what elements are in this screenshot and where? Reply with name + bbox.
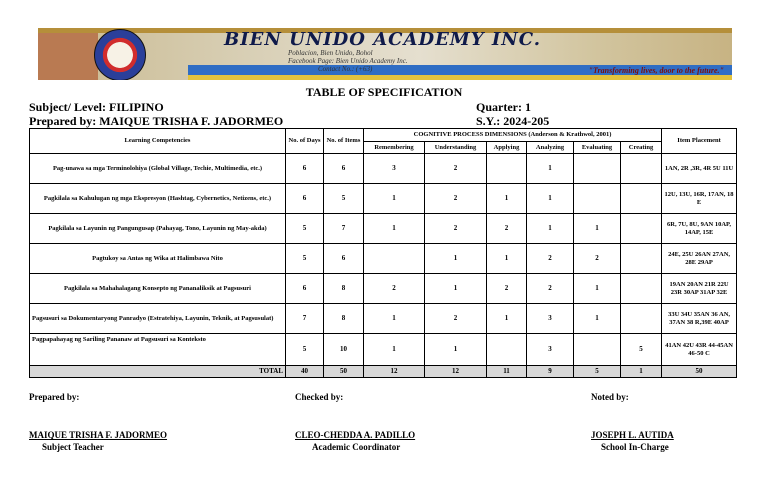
creating-cell [621,274,662,304]
items-cell: 7 [324,214,364,244]
total-placement: 50 [662,366,737,378]
days-cell: 6 [286,274,324,304]
banner-address-line2: Facebook Page: Bien Unido Academy Inc. [288,57,408,65]
applying-cell: 1 [487,304,527,334]
applying-cell: 1 [487,184,527,214]
header-items: No. of Items [324,129,364,154]
creating-cell [621,184,662,214]
prepared-by-label: Prepared by: [29,392,80,402]
header-understanding: Understanding [425,142,487,154]
days-cell: 5 [286,214,324,244]
days-cell: 5 [286,334,324,366]
total-applying: 11 [487,366,527,378]
competency-cell: Pagtukoy sa Antas ng Wika at Halimbawa Nito [30,244,286,274]
total-understanding: 12 [425,366,487,378]
noted-by-role: School In-Charge [601,442,669,452]
header-applying: Applying [487,142,527,154]
competency-cell: Pagkilala sa Mahahalagang Konsepto ng Pananaliksik at Pagsusuri [30,274,286,304]
noted-by-label: Noted by: [591,392,629,402]
evaluating-cell: 2 [574,244,621,274]
creating-cell [621,214,662,244]
applying-cell: 2 [487,214,527,244]
banner-slogan: "Transforming lives, door to the future." [588,66,724,75]
evaluating-cell: 1 [574,304,621,334]
checked-by-name: CLEO-CHEDDA A. PADILLO [295,430,416,440]
school-seal-logo [94,29,146,80]
understanding-cell: 1 [425,274,487,304]
understanding-cell: 2 [425,214,487,244]
header-days: No. of Days [286,129,324,154]
items-cell: 10 [324,334,364,366]
creating-cell [621,304,662,334]
header-creating: Creating [621,142,662,154]
checked-by-role: Academic Coordinator [312,442,401,452]
table-row [30,274,737,304]
quarter: Quarter: 1 [476,100,531,114]
placement-cell: 19AN 20AN 21R 22U 23R 30AP 31AP 32E [662,274,737,304]
header-evaluating: Evaluating [574,142,621,154]
total-analyzing: 9 [527,366,574,378]
prepared-by-role: Subject Teacher [42,442,104,452]
table-of-specification [29,128,737,378]
header-analyzing: Analyzing [527,142,574,154]
days-cell: 5 [286,244,324,274]
school-year: S.Y.: 2024-205 [476,114,550,128]
items-cell: 8 [324,304,364,334]
total-label: TOTAL [30,366,286,378]
table-row [30,304,737,334]
analyzing-cell: 1 [527,214,574,244]
applying-cell: 2 [487,274,527,304]
banner-gold-band [188,75,732,80]
total-evaluating: 5 [574,366,621,378]
header-cognitive: COGNITIVE PROCESS DIMENSIONS (Anderson & Krathwol, 2001) [364,129,662,142]
total-creating: 1 [621,366,662,378]
subject-level: Subject/ Level: FILIPINO [29,100,164,114]
items-cell: 8 [324,274,364,304]
evaluating-cell [574,334,621,366]
header-placement: Item Placement [662,129,737,154]
understanding-cell: 2 [425,184,487,214]
remembering-cell [364,244,425,274]
remembering-cell: 1 [364,214,425,244]
understanding-cell: 1 [425,244,487,274]
table-row [30,214,737,244]
days-cell: 6 [286,184,324,214]
understanding-cell: 2 [425,154,487,184]
banner-school-name: BIEN UNIDO ACADEMY INC. [224,29,541,50]
analyzing-cell: 2 [527,244,574,274]
remembering-cell: 2 [364,274,425,304]
remembering-cell: 1 [364,334,425,366]
banner-address-line3: Contact No.: (+63) [318,65,373,73]
table-row [30,244,737,274]
prepared-by-header: Prepared by: MAIQUE TRISHA F. JADORMEO [29,114,284,128]
creating-cell: 5 [621,334,662,366]
analyzing-cell: 1 [527,184,574,214]
table-row [30,154,737,184]
table-row [30,334,737,366]
remembering-cell: 1 [364,304,425,334]
analyzing-cell: 1 [527,154,574,184]
evaluating-cell: 1 [574,214,621,244]
understanding-cell: 1 [425,334,487,366]
competency-cell: Pag-unawa sa mga Terminolohiya (Global Village, Techie, Multimedia, etc.) [30,154,286,184]
header-remembering: Remembering [364,142,425,154]
placement-cell: 1AN, 2R ,3R, 4R 5U 11U [662,154,737,184]
noted-by-name: JOSEPH L. AUTIDA [591,430,674,440]
days-cell: 6 [286,154,324,184]
items-cell: 6 [324,244,364,274]
creating-cell [621,244,662,274]
table-row [30,184,737,214]
placement-cell: 12U, 13U, 16R, 17AN, 18 E [662,184,737,214]
banner-address-line1: Poblacion, Bien Unido, Bohol [288,49,373,57]
evaluating-cell [574,154,621,184]
creating-cell [621,154,662,184]
total-days: 40 [286,366,324,378]
analyzing-cell: 3 [527,334,574,366]
applying-cell [487,334,527,366]
evaluating-cell: 1 [574,274,621,304]
header-competencies: Learning Competencies [30,129,286,154]
analyzing-cell: 3 [527,304,574,334]
document-title: TABLE OF SPECIFICATION [305,85,463,99]
school-banner [38,28,732,80]
evaluating-cell [574,184,621,214]
placement-cell: 6R, 7U, 8U, 9AN 10AP, 14AP, 15E [662,214,737,244]
remembering-cell: 1 [364,184,425,214]
competency-cell: Pagkilala sa Layunin ng Pangungusap (Pahayag, Tono, Layunin ng May-akda) [30,214,286,244]
analyzing-cell: 2 [527,274,574,304]
total-row [30,366,737,378]
competency-cell: Pagpapahayag ng Sariling Pananaw at Pagsusuri sa Konteksto [30,334,286,366]
placement-cell: 24E, 25U 26AN 27AN, 28E 29AP [662,244,737,274]
placement-cell: 33U 34U 35AN 36 AN, 37AN 38 R,39E 40AP [662,304,737,334]
checked-by-label: Checked by: [295,392,344,402]
remembering-cell: 3 [364,154,425,184]
days-cell: 7 [286,304,324,334]
applying-cell [487,154,527,184]
items-cell: 5 [324,184,364,214]
prepared-by-name: MAIQUE TRISHA F. JADORMEO [29,430,168,440]
competency-cell: Pagkilala sa Kahulugan ng mga Ekspresyon (Hashtag, Cybernetics, Netizens, etc.) [30,184,286,214]
total-items: 50 [324,366,364,378]
understanding-cell: 2 [425,304,487,334]
banner-left-panel [38,33,98,80]
placement-cell: 41AN 42U 43R 44-45AN 46-50 C [662,334,737,366]
total-remembering: 12 [364,366,425,378]
items-cell: 6 [324,154,364,184]
competency-cell: Pagsusuri sa Dokumentaryong Panradyo (Estratehiya, Layunin, Teknik, at Pagsusulat) [30,304,286,334]
applying-cell: 1 [487,244,527,274]
